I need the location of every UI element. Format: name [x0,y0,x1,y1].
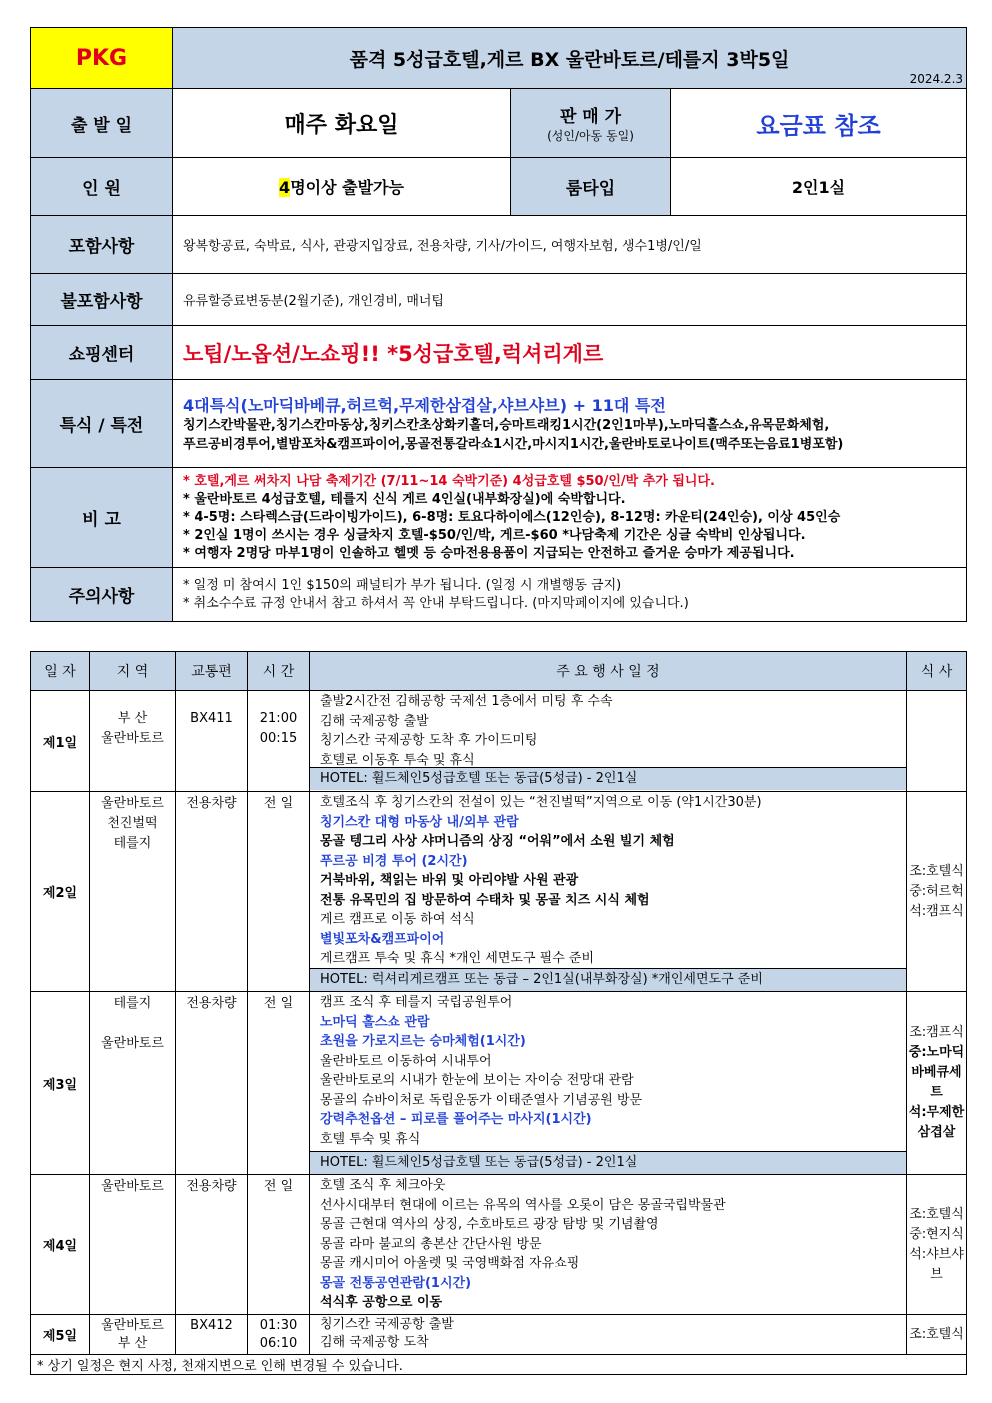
time-line: 21:00 [259,711,298,726]
region-line: 울란바토르 [101,1318,164,1333]
itinerary-line: 별빛포차&캠프파이어 [320,931,445,947]
caution-label: 주의사항 [31,568,173,622]
itinerary-line: 몽골 캐시미어 아울렛 및 국영백화점 자유쇼핑 [320,1256,580,1271]
itinerary-line: 게르 캠프로 이동 하여 석식 [320,912,475,927]
itinerary-cell [310,792,907,992]
region-line: 천진벌떡 [107,816,158,831]
itinerary-line: 몽골의 슈바이처로 독립운동가 이태준열사 기념공원 방문 [320,1092,643,1108]
note-line: * 4-5명: 스타렉스급(드라이빙가이드), 6-8명: 토요다하이에스(12인승), 8-12명: 카운티(24인승), 이상 45인승 [183,509,841,525]
special-line: 칭기스칸박물관,칭기스칸마동상,칭키스칸초상화키홀더,승마트래킹1시간(2인1마부),노마딕홀스쇼,유목문화체험, [183,418,830,433]
meal-cell: 조:호텔식 [907,1315,967,1355]
region-cell [90,1315,176,1355]
people-value [173,158,511,216]
time-cell [248,691,310,792]
special-cell [173,380,967,468]
col-header-transport: 교통편 [176,652,248,691]
price-value: 요금표 참조 [671,89,967,158]
col-header-meals: 식 사 [907,652,967,691]
col-header-time: 시 간 [248,652,310,691]
special-label: 특식 / 특전 [31,380,173,468]
price-label-cell [511,89,671,158]
day-label: 제3일 [31,992,90,1175]
day-label: 제2일 [31,792,90,992]
exclude-label: 불포함사항 [31,274,173,326]
meal-line: 중:허르헉 [909,883,964,899]
meal-line: 삼겹살 [917,1125,956,1140]
itinerary-line: 칭기스칸 국제공항 도착 후 가이드미팅 [320,733,538,748]
time-cell: 전 일 [248,792,310,992]
itinerary-line: 몽골 근현대 역사의 상징, 수호바토르 광장 탐방 및 기념촬영 [320,1217,659,1232]
itinerary-line: 칭기스칸 국제공항 출발 [320,1317,454,1332]
footnote: * 상기 일정은 현지 사정, 천재지변으로 인해 변경될 수 있습니다. [31,1355,967,1375]
table-row [31,1315,967,1355]
people-value-text: 명이상 출발가능 [290,178,404,197]
notes-cell [173,468,967,568]
itinerary-line: 초원을 가로지르는 승마체험(1시간) [320,1034,526,1049]
itinerary-line: 몽골 전통공연관람(1시간) [320,1275,472,1291]
itinerary-line: 호텔로 이동후 투숙 및 휴식 [320,752,475,768]
include-label: 포함사항 [31,216,173,274]
note-line: * 울란바토르 4성급호텔, 테를지 신식 게르 4인실(내부화장실)에 숙박합니다. [183,491,626,507]
itinerary-line: 강력추천옵션 – 피로를 풀어주는 마사지(1시간) [320,1112,592,1127]
time-line: 06:10 [259,1336,298,1351]
col-header-itinerary: 주 요 행 사 일 정 [310,652,907,691]
time-line: 00:15 [259,731,298,746]
hotel-info: HOTEL: 럭셔리게르캠프 또는 동급 – 2인1실(내부화장실) *개인세면도구 준비 [310,968,906,991]
itinerary-line: 석식후 공항으로 이동 [320,1295,443,1310]
region-line: 울란바토르 [101,796,164,811]
meal-cell [907,992,967,1175]
caution-line: * 취소수수료 규정 안내서 참고 하셔서 꼭 안내 부탁드립니다. (마지막페이지에 있습니다.) [183,595,689,611]
region-spacer [90,1014,175,1034]
title-text: 품격 5성급호텔,게르 BX 울란바토르/테를지 3박5일 [349,48,790,71]
region-line: 부 산 [117,711,148,726]
note-label: 비 고 [31,468,173,568]
itinerary-cell [310,1175,907,1315]
itinerary-line: 호텔 조식 후 체크아웃 [320,1178,446,1193]
include-value: 왕복항공료, 숙박료, 식사, 관광지입장료, 전용차량, 기사/가이드, 여행자보험, 생수1병/인/일 [173,216,967,274]
meal-line: 조:캠프식 [909,1025,964,1040]
caution-line: * 일정 미 참여시 1인 $150의 패널티가 부가 됩니다. (일정 시 개별행동 금지) [183,577,622,593]
itinerary-line: 몽골 텡그리 사상 샤머니즘의 상징 “어워”에서 소원 빌기 체험 [320,834,675,849]
itinerary-line: 울란바토로의 시내가 한눈에 보이는 자이승 전망대 관람 [320,1073,634,1088]
region-cell [90,691,176,792]
table-row [31,992,967,1175]
room-value: 2인1실 [671,158,967,216]
itinerary-line: 김해 국제공항 출발 [320,713,429,729]
itinerary-cell [310,1315,907,1355]
room-label: 룸타입 [511,158,671,216]
region-line: 부 산 [117,1336,148,1351]
region-line: 울란바토르 [101,731,164,746]
table-row [31,691,967,792]
table-row [31,792,967,992]
time-cell: 전 일 [248,992,310,1175]
note-line: * 여행자 2명당 마부1명이 인솔하고 헬멧 등 승마전용용품이 지급되는 안전하고 즐거운 승마가 제공됩니다. [183,545,795,561]
exclude-value: 유류할증료변동분(2월기준), 개인경비, 매너팁 [173,274,967,326]
itinerary-line: 캠프 조식 후 테를지 국립공원투어 [320,995,513,1010]
day-label: 제4일 [31,1175,90,1315]
day-label: 제1일 [31,691,90,792]
people-min-number: 4 [279,178,291,197]
page-title [173,28,967,89]
time-cell: 전 일 [248,1175,310,1315]
transport-cell: 전용차량 [176,1175,248,1315]
shop-label: 쇼핑센터 [31,326,173,380]
people-label: 인 원 [31,158,173,216]
shop-value: 노팁/노옵션/노쇼핑!! *5성급호텔,럭셔리게르 [173,326,967,380]
itinerary-line: 전통 유목민의 집 방문하여 수태차 및 몽골 치즈 시식 체험 [320,892,650,908]
transport-cell: BX411 [176,691,248,792]
package-info-table [30,27,967,622]
meal-cell [907,1175,967,1315]
region-line: 테를지 [113,996,152,1011]
meal-line: 석:샤브샤브 [909,1246,964,1282]
meal-line: 석:무제한 [908,1105,965,1120]
meal-line: 조:호텔식 [909,1206,964,1222]
itinerary-line: 출발2시간전 김해공항 국제선 1층에서 미팅 후 수속 [320,694,613,709]
region-cell: 울란바토르 [90,1175,176,1315]
special-headline: 4대특식(노마딕바베큐,허르헉,무제한삼겹살,샤브샤브) + 11대 특전 [183,396,666,415]
region-line: 테를지 [113,836,152,851]
itinerary-cell [310,691,907,792]
itinerary-table [30,651,967,1375]
itinerary-line: 호텔조식 후 칭기스칸의 전설이 있는 “천진벌떡”지역으로 이동 (약1시간30분) [320,795,762,810]
day-label: 제5일 [31,1315,90,1355]
time-line: 01:30 [259,1318,298,1333]
meal-line: 바베큐세트 [911,1065,962,1100]
itinerary-cell [310,992,907,1175]
region-line: 울란바토르 [101,1036,164,1051]
itinerary-line: 노마딕 홀스쇼 관람 [320,1014,430,1030]
price-label: 판 매 가 [559,107,622,127]
transport-cell: 전용차량 [176,792,248,992]
itinerary-line: 호텔 투숙 및 휴식 [320,1131,421,1147]
region-cell [90,792,176,992]
itinerary-line: 김해 국제공항 도착 [320,1335,429,1350]
col-header-day: 일 자 [31,652,90,691]
itinerary-line: 몽골 라마 불교의 총본산 간단사원 방문 [320,1236,542,1252]
itinerary-line: 울란바토르 이동하여 시내투어 [320,1053,492,1069]
col-header-region: 지 역 [90,652,176,691]
meal-cell [907,691,967,792]
meal-line: 석:캠프식 [909,903,964,919]
note-line: * 호텔,게르 써차지 나담 축제기간 (7/11~14 숙박기준) 4성급호텔 $50/인/박 추가 됩니다. [183,473,715,489]
meal-line: 중:현지식 [909,1226,964,1242]
meal-cell [907,792,967,992]
price-sub: (성인/아동 동일) [547,129,634,143]
hotel-info: HOTEL: 휠드체인5성급호텔 또는 동급(5성급) - 2인1실 [310,1151,906,1174]
pkg-badge: PKG [31,28,173,89]
meal-line: 조:호텔식 [909,863,964,879]
hotel-info: HOTEL: 휠드체인5성급호텔 또는 동급(5성급) - 2인1실 [310,767,906,790]
meal-line: 중:노마딕 [908,1045,965,1060]
transport-cell: BX412 [176,1315,248,1355]
itinerary-line: 푸르공 비경 투어 (2시간) [320,853,468,869]
itinerary-line: 칭기스칸 대형 마동상 내/외부 관람 [320,814,519,830]
doc-date: 2024.2.3 [909,72,964,86]
itinerary-line: 선사시대부터 현대에 이르는 유목의 역사를 오롯이 담은 몽골국립박물관 [320,1197,726,1213]
departure-value: 매주 화요일 [173,89,511,158]
itinerary-line: 거북바위, 책읽는 바위 및 아리야발 사원 관광 [320,873,579,888]
transport-cell: 전용차량 [176,992,248,1175]
special-line: 푸르공비경투어,별밤포차&캠프파이어,몽골전통갈라쇼1시간,마시지1시간,울란바토로나이트(맥주또는음료1병포함) [183,437,844,452]
time-cell [248,1315,310,1355]
table-row [31,1175,967,1315]
region-cell [90,992,176,1175]
caution-cell [173,568,967,622]
itinerary-line: 게르캠프 투숙 및 휴식 *개인 세면도구 필수 준비 [320,951,595,966]
note-line: * 2인실 1명이 쓰시는 경우 싱글차지 호텔-$50/인/박, 게르-$60 *나담축제 기간은 싱글 숙박비 인상됩니다. [183,527,806,543]
departure-label: 출 발 일 [31,89,173,158]
